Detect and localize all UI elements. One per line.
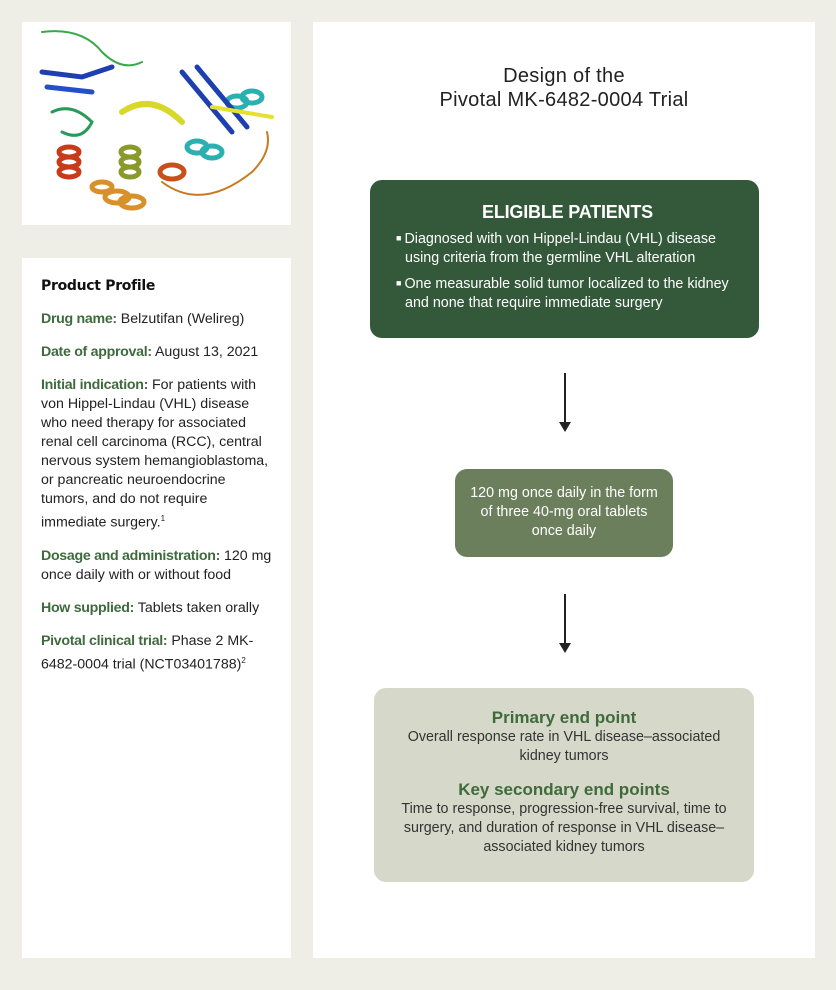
how-supplied: How supplied: Tablets taken orally bbox=[41, 599, 260, 616]
drug-name: Drug name: Belzutifan (Welireg) bbox=[41, 311, 245, 327]
protein-structure-icon bbox=[22, 22, 291, 225]
dosage: Dosage and administration: 120 mg once daily with or without food bbox=[41, 547, 272, 583]
eligible-bullet: ■ One measurable solid tumor localized to the kidney and none that require immediate surgery bbox=[396, 276, 729, 311]
initial-indication: Initial indication: For patients with von Hippel-Lindau (VHL) disease who need therapy for associated renal cell carcinoma (RCC), central nervous system hemangioblastoma, or pancreatic neuroendocrine tumors, and do not require immediate surgery.$^1$ bbox=[41, 377, 269, 531]
secondary-endpoint-text: Time to response, progression-free survival, time to surgery, and duration of response in VHL disease–associated kidney tumors bbox=[401, 801, 727, 855]
protein-structure-image bbox=[22, 22, 291, 225]
title-line-2: Pivotal MK-6482-0004 Trial bbox=[439, 89, 689, 111]
secondary-endpoint-heading: Key secondary end points bbox=[458, 780, 670, 799]
eligible-heading: ELIGIBLE PATIENTS bbox=[482, 202, 653, 222]
approval-date: Date of approval: August 13, 2021 bbox=[41, 344, 259, 360]
arrow-down-icon bbox=[564, 594, 566, 651]
arrow-down-icon bbox=[564, 373, 566, 430]
primary-endpoint-heading: Primary end point bbox=[491, 708, 637, 727]
product-profile bbox=[22, 258, 291, 958]
trial-design-panel bbox=[313, 22, 815, 958]
pivotal-trial: Pivotal clinical trial: Phase 2 MK-6482-0004 trial $(NCT03401788)^2$ bbox=[41, 632, 254, 673]
dosing-box: 120 mg once daily in the form of three 40-mg oral tablets once daily bbox=[455, 469, 673, 557]
endpoints-box bbox=[374, 688, 754, 882]
eligible-patients-box bbox=[370, 180, 759, 338]
title-line-1: Design of the bbox=[503, 65, 625, 87]
page-title bbox=[313, 64, 815, 112]
profile-heading: Product Profile bbox=[41, 278, 156, 294]
eligible-bullet: ■ Diagnosed with von Hippel-Lindau (VHL) disease using criteria from the germline VHL alteration bbox=[396, 231, 716, 266]
primary-endpoint-text: Overall response rate in VHL disease–associated kidney tumors bbox=[407, 729, 721, 764]
